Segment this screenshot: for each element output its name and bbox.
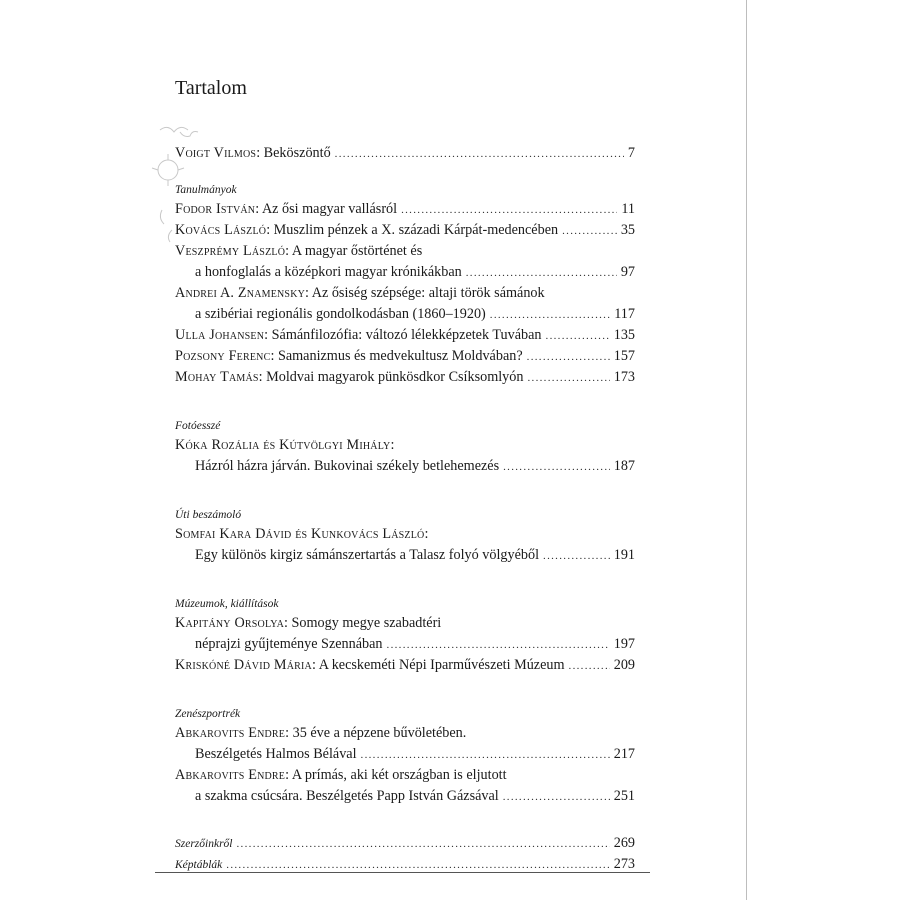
page-number: 135: [613, 327, 635, 343]
author-name: Abkarovits Endre: [175, 725, 286, 741]
author-name: Fodor István: [175, 201, 256, 217]
toc-entry-line: [175, 545, 635, 566]
toc-entry-line: [175, 143, 635, 164]
section-gap: [175, 807, 635, 833]
leader-dots: [503, 457, 610, 478]
page-number: 7: [627, 145, 635, 161]
entry-title: : Beköszöntő: [256, 145, 331, 161]
page-number: 11: [621, 201, 635, 217]
page-number: 187: [613, 458, 635, 474]
section-heading: Úti beszámoló: [175, 509, 242, 521]
section-heading: Fotóesszé: [175, 420, 221, 432]
toc-entry-line: [175, 786, 635, 807]
author-name: Kóka Rozália és Kútvölgyi Mihály: [175, 437, 391, 453]
leader-dots: [237, 834, 610, 855]
entry-title: : A kecskeméti Népi Iparművészeti Múzeum: [311, 657, 565, 673]
toc-entry-line: [175, 744, 635, 765]
entry-title: : Sámánfilozófia: változó lélekképzetek Tuvában: [264, 327, 542, 343]
toc-entry-line: [175, 613, 635, 634]
page-number: 197: [613, 636, 635, 652]
toc-entry-line: [175, 304, 635, 325]
entry-title: a honfoglalás a középkori magyar krónikákban: [195, 264, 462, 280]
author-name: Veszprémy László: [175, 243, 286, 259]
entry-title: : Somogy megye szabadtéri: [284, 615, 442, 631]
leader-dots: [387, 635, 610, 656]
entry-title: a szibériai regionális gondolkodásban (1860–1920): [195, 306, 486, 322]
toc-entry-line: [175, 367, 635, 388]
entry-title: : Muszlim pénzek a X. századi Kárpát-medencében: [266, 222, 559, 238]
section-heading: Zenészportrék: [175, 708, 241, 720]
toc-entry-line: [175, 524, 635, 545]
section-heading: Múzeumok, kiállítások: [175, 598, 279, 610]
toc-entry-line: [175, 765, 635, 786]
page-edge-shadow: [746, 0, 747, 900]
author-name: Andrei A. Znamensky: [175, 285, 306, 301]
leader-dots: [562, 221, 617, 242]
toc-entry-line: [175, 435, 635, 456]
toc-back-matter-line: [175, 833, 635, 854]
entry-title: : Az ősi magyar vallásról: [255, 201, 398, 217]
toc-entry-line: [175, 283, 635, 304]
toc-entry-line: [175, 346, 635, 367]
toc-entry-line: [175, 262, 635, 283]
entry-title: a szakma csúcsára. Beszélgetés Papp István Gázsával: [195, 788, 499, 804]
leader-dots: [490, 305, 610, 326]
leader-dots: [543, 546, 610, 567]
page-number: 251: [613, 788, 635, 804]
entry-title: néprajzi gyűjteménye Szennában: [195, 636, 383, 652]
section-gap: [175, 388, 635, 414]
toc-entry-line: [175, 634, 635, 655]
page-title: Tartalom: [175, 77, 247, 99]
entry-title: Beszélgetés Halmos Bélával: [195, 746, 357, 762]
entry-title: : A prímás, aki két országban is eljutott: [285, 767, 507, 783]
section-gap: [175, 477, 635, 503]
page-number: 273: [613, 856, 635, 872]
leader-dots: [569, 656, 610, 677]
page-number: 173: [613, 369, 635, 385]
table-of-contents: [175, 143, 635, 875]
leader-dots: [527, 368, 609, 389]
entry-title: Egy különös kirgiz sámánszertartás a Talasz folyó völgyéből: [195, 547, 540, 563]
entry-title: :: [424, 526, 429, 542]
entry-title: : 35 éve a népzene bűvöletében.: [285, 725, 467, 741]
toc-entry-line: [175, 241, 635, 262]
toc-entry-line: [175, 655, 635, 676]
leader-dots: [546, 326, 610, 347]
author-name: Pozsony Ferenc: [175, 348, 271, 364]
author-name: Kovács László: [175, 222, 267, 238]
leader-dots: [401, 200, 617, 221]
author-name: Mohay Tamás: [175, 369, 259, 385]
page-number: 157: [613, 348, 635, 364]
page-number: 191: [613, 547, 635, 563]
leader-dots: [335, 144, 624, 165]
leader-dots: [503, 787, 610, 808]
leader-dots: [361, 745, 610, 766]
author-name: Somfai Kara Dávid és Kunkovács László: [175, 526, 425, 542]
back-matter-label: Képtáblák: [175, 859, 223, 871]
toc-entry-line: [175, 199, 635, 220]
entry-title: : Az ősiség szépsége: altaji török sámánok: [305, 285, 545, 301]
page-number: 217: [613, 746, 635, 762]
author-name: Ulla Johansen: [175, 327, 265, 343]
toc-back-matter-line: [175, 854, 635, 875]
author-name: Kriskóné Dávid Mária: [175, 657, 312, 673]
page-number: 269: [613, 835, 635, 851]
toc-entry-line: [175, 723, 635, 744]
leader-dots: [527, 347, 610, 368]
entry-title: : A magyar őstörténet és: [285, 243, 423, 259]
page-number: 97: [620, 264, 635, 280]
section-heading: Tanulmányok: [175, 184, 237, 196]
author-name: Kapitány Orsolya: [175, 615, 285, 631]
entry-title: Házról házra járván. Bukovinai székely betlehemezés: [195, 458, 500, 474]
leader-dots: [466, 263, 617, 284]
author-name: Abkarovits Endre: [175, 767, 286, 783]
toc-entry-line: [175, 325, 635, 346]
section-gap: [175, 566, 635, 592]
entry-title: : Samanizmus és medvekultusz Moldvában?: [270, 348, 523, 364]
section-gap: [175, 676, 635, 702]
page-number: 209: [613, 657, 635, 673]
author-name: Voigt Vilmos: [175, 145, 257, 161]
leader-dots: [226, 855, 609, 876]
entry-title: : Moldvai magyarok pünkösdkor Csíksomlyón: [258, 369, 524, 385]
toc-entry-line: [175, 456, 635, 477]
page-number: 35: [620, 222, 635, 238]
entry-title: :: [390, 437, 395, 453]
back-matter-label: Szerzőinkről: [175, 838, 233, 850]
toc-entry-line: [175, 220, 635, 241]
section-gap: [175, 164, 635, 178]
page-number: 117: [614, 306, 635, 322]
